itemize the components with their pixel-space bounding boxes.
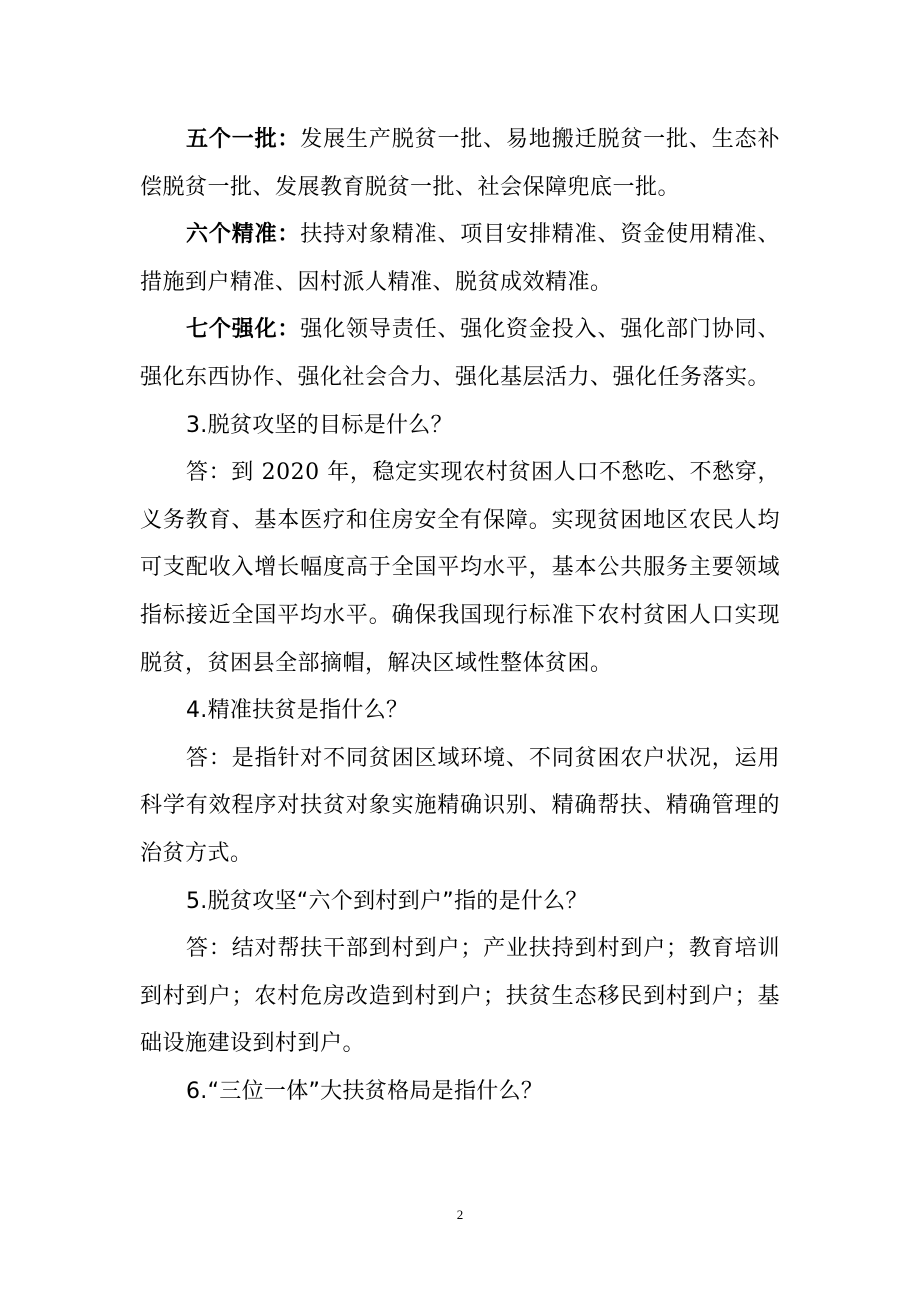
paragraph-lead: 七个强化： — [186, 317, 301, 343]
answer-paragraph: 答：到 2020 年，稳定实现农村贫困人口不愁吃、不愁穿，义务教育、基本医疗和住房安全有保障。实现贫困地区农民人均可支配收入增长幅度高于全国平均水平，基本公共服务主要领域指标接近全国平均水平。确保我国现行标准下农村贫困人口实现脱贫，贫困县全部摘帽，解决区域性整体贫困。 — [140, 460, 780, 676]
question-heading: 6.“三位一体”大扶贫格局是指什么？ — [186, 1078, 544, 1104]
paragraph-lead: 六个精准： — [186, 222, 301, 248]
paragraph-five-batches — [140, 116, 780, 211]
paragraph-text: 扶持对象精准、项目安排精准、资金使用精准、措施到户精准、因村派人精准、脱贫成效精准。 — [140, 222, 780, 295]
page-body — [140, 116, 780, 1115]
question-heading: 3.脱贫攻坚的目标是什么？ — [186, 412, 453, 438]
paragraph-text: 强化领导责任、强化资金投入、强化部门协同、强化东西协作、强化社会合力、强化基层活力、强化任务落实。 — [140, 317, 780, 390]
paragraph-seven-strengthen — [140, 306, 780, 401]
question-heading: 4.精准扶贫是指什么？ — [186, 698, 409, 724]
answer-paragraph: 答：结对帮扶干部到村到户；产业扶持到村到户；教育培训到村到户；农村危房改造到村到户；扶贫生态移民到村到户；基础设施建设到村到户。 — [140, 936, 780, 1057]
question-heading: 5.脱贫攻坚“六个到村到户”指的是什么？ — [186, 888, 588, 914]
page-number: 2 — [456, 1207, 464, 1222]
answer-paragraph: 答：是指针对不同贫困区域环境、不同贫困农户状况，运用科学有效程序对扶贫对象实施精确识别、精确帮扶、精确管理的治贫方式。 — [140, 745, 780, 866]
paragraph-lead: 五个一批： — [186, 127, 301, 152]
paragraph-six-precise — [140, 211, 780, 306]
paragraph-text: 发展生产脱贫一批、易地搬迁脱贫一批、生态补偿脱贫一批、发展教育脱贫一批、社会保障兜底一批。 — [140, 127, 780, 200]
